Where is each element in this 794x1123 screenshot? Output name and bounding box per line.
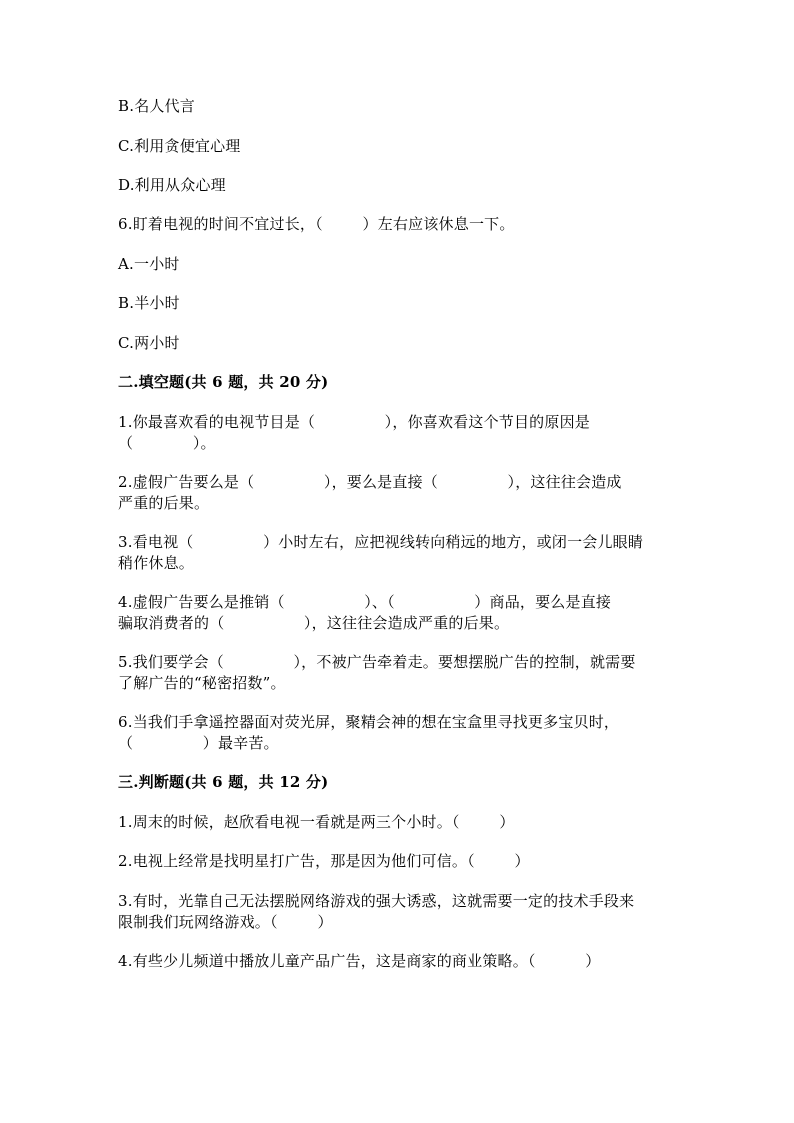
fill-question-5-line-2: 了解广告的“秘密招数”。: [118, 674, 286, 692]
judge-question-3-line-2: 限制我们玩网络游戏。（ ）: [118, 913, 333, 931]
judge-question-4: 4.有些少儿频道中播放儿童产品广告，这是商家的商业策略。（ ）: [118, 952, 601, 970]
fill-question-3-line-1: 3.看电视（ ）小时左右，应把视线转向稍远的地方，或闭一会儿眼睛: [118, 533, 644, 551]
option-q6-b: B.半小时: [118, 294, 180, 312]
judge-question-1: 1.周末的时候，赵欣看电视一看就是两三个小时。（ ）: [118, 813, 515, 831]
fill-question-3-line-2: 稍作休息。: [118, 554, 195, 572]
question-6-stem: 6.盯着电视的时间不宜过长，（ ）左右应该休息一下。: [118, 215, 515, 233]
section-heading-judge: 三.判断题(共 6 题，共 12 分): [118, 773, 329, 791]
fill-question-6-line-1: 6.当我们手拿遥控器面对荧光屏，聚精会神的想在宝盒里寻找更多宝贝时，: [118, 713, 620, 731]
judge-question-2: 2.电视上经常是找明星打广告，那是因为他们可信。（ ）: [118, 852, 530, 870]
fill-question-2-line-2: 严重的后果。: [118, 494, 210, 512]
option-q6-a: A.一小时: [118, 255, 180, 273]
section-heading-fill: 二.填空题(共 6 题，共 20 分): [118, 373, 329, 391]
fill-question-4-line-2: 骗取消费者的（ ），这往往会造成严重的后果。: [118, 614, 510, 632]
fill-question-6-line-2: （ ）最辛苦。: [118, 734, 279, 752]
fill-question-1-line-1: 1.你最喜欢看的电视节目是（ ），你喜欢看这个节目的原因是: [118, 413, 590, 431]
fill-question-5-line-1: 5.我们要学会（ ），不被广告牵着走。要想摆脱广告的控制，就需要: [118, 653, 636, 671]
fill-question-1-line-2: （ ）。: [118, 434, 216, 452]
option-q5-b: B.名人代言: [118, 97, 195, 115]
fill-question-2-line-1: 2.虚假广告要么是（ ），要么是直接（ ），这往往会造成: [118, 473, 622, 491]
judge-question-3-line-1: 3.有时，光靠自己无法摆脱网络游戏的强大诱惑，这就需要一定的技术手段来: [118, 892, 635, 910]
option-q5-c: C.利用贪便宜心理: [118, 137, 241, 155]
option-q5-d: D.利用从众心理: [118, 176, 226, 194]
option-q6-c: C.两小时: [118, 334, 180, 352]
fill-question-4-line-1: 4.虚假广告要么是推销（ ）、（ ）商品，要么是直接: [118, 593, 612, 611]
